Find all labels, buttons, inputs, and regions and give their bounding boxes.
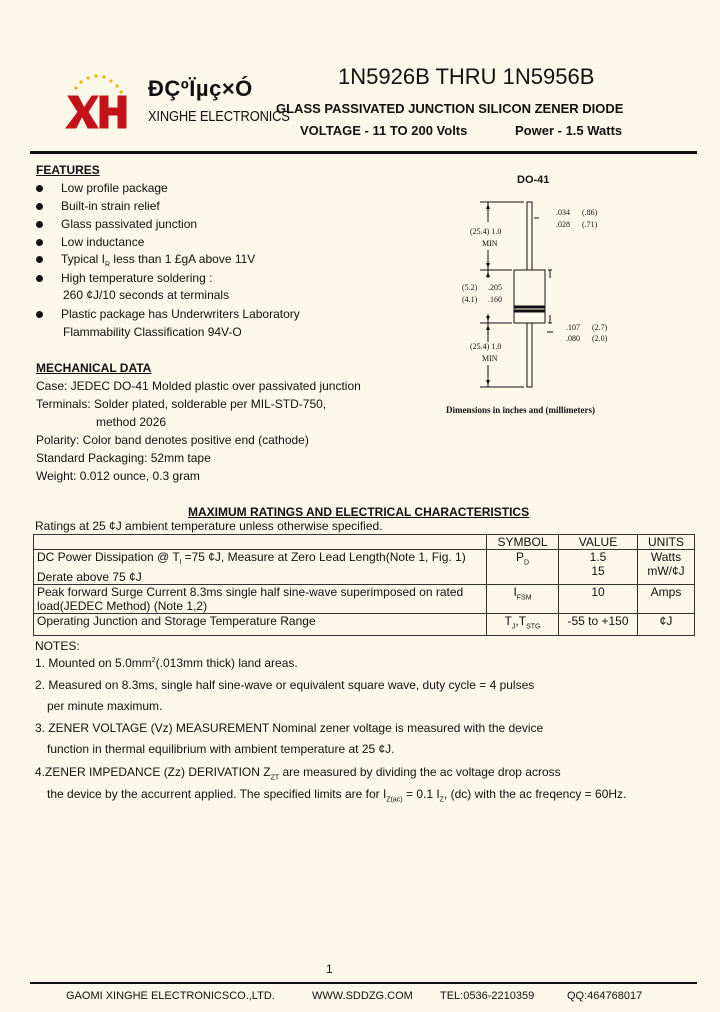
document-title: 1N5926B THRU 1N5956B [338,64,595,89]
package-label: DO-41 [517,174,550,186]
lead-length-min-2: MIN [482,354,498,363]
document-subtitle: GLASS PASSIVATED JUNCTION SILICON ZENER DIODE [276,101,624,116]
note-4: 4.ZENER IMPEDANCE (Zz) DERIVATION $Z_{ZT}$ are measured by dividing the ac voltage drop across [35,765,561,782]
lead-dia-mm2: (.71) [582,220,598,229]
mechanical-heading: MECHANICAL DATA [36,361,152,375]
ratings-heading: MAXIMUM RATINGS AND ELECTRICAL CHARACTERISTICS [188,505,530,519]
lead-dia-in: .034 [556,208,570,217]
body-length-mm2: (4.1) [462,295,478,304]
body-dia-in: .107 [566,323,580,332]
mechanical-line: Terminals: Solder plated, solderable per MIL-STD-750, [36,397,327,411]
body-dia-mm: (2.7) [592,323,608,332]
lead-dia-in2: .028 [556,220,570,229]
note-4-cont: the device by the accurrent applied. The specified limits are for $I_{Z(ac)} = 0.1$ $I_Z$, (dc) with the ac freqency = 60Hz. [47,787,627,804]
footer-company: GAOMI XINGHE ELECTRONICSCO.,LTD. [66,990,275,1002]
feature-continuation: Flammability Classification 94V-O [63,325,242,339]
power-rating: Power - 1.5 Watts [515,123,623,138]
note-3-cont: function in thermal equilibrium with ambient temperature at 25 ¢J. [47,742,395,756]
mechanical-line: Weight: 0.012 ounce, 0.3 gram [36,469,200,483]
body-length-in: .205 [488,283,502,292]
notes-heading: NOTES: [35,639,80,653]
lead-dia-mm: (.86) [582,208,598,217]
logo-stars-icon [74,74,122,93]
table-row: DC Power Dissipation @ $T_l =75$ ¢J, Measure at Zero Lead Length(Note 1, Fig. 1) Derate above 75 ¢J $P_D$ 1.5 15 Watts mW/¢J [34,550,695,585]
footer-qq: QQ:464768017 [567,990,643,1002]
brand-name-en: XINGHE ELECTRONICS [148,108,290,125]
note-2-cont: per minute maximum. [47,699,163,713]
body-dia-in2: .080 [566,334,580,343]
mechanical-line: Case: JEDEC DO-41 Molded plastic over passivated junction [36,379,361,393]
body-length-in2: .160 [488,295,502,304]
company-logo [62,72,134,132]
table-row: Operating Junction and Storage Temperature Range $T_J,T_{STG}$ -55 to +150 ¢J [34,614,695,635]
do41-package-diagram [440,168,640,423]
mechanical-line: Standard Packaging: 52mm tape [36,451,211,465]
mechanical-line: Polarity: Color band denotes positive end (cathode) [36,433,309,447]
page-number: 1 [326,962,333,976]
lead-length-min: MIN [482,239,498,248]
ratings-table [33,534,695,636]
footer-website[interactable]: WWW.SDDZG.COM [312,990,413,1002]
body-length-mm: (5.2) [462,283,478,292]
logo-letters-icon [66,96,126,128]
col-value: VALUE [559,535,638,550]
features-heading: FEATURES [36,163,100,177]
feature-continuation: 260 ¢J/10 seconds at terminals [63,288,230,302]
col-units: UNITS [638,535,695,550]
footer-divider [30,982,697,984]
ratings-condition: Ratings at 25 ¢J ambient temperature unless otherwise specified. [35,519,383,533]
note-2: 2. Measured on 8.3ms, single half sine-wave or equivalent square wave, duty cycle = 4 pulses [35,678,535,692]
header-divider [30,151,697,154]
table-row [34,535,695,550]
mechanical-line: method 2026 [96,415,167,429]
lead-length-dim: (25.4) 1.0 [470,227,502,236]
lead-length-dim-2: (25.4) 1.0 [470,342,502,351]
col-symbol: SYMBOL [487,535,559,550]
brand-name-cn: ÐÇºÏµç×Ó [148,76,253,101]
table-row: Peak forward Surge Current 8.3ms single half sine-wave superimposed on rated load(JEDEC Method) (Note 1,2) $I_{FSM}$ 10 Amps [34,585,695,614]
note-3: 3. ZENER VOLTAGE (Vz) MEASUREMENT Nominal zener voltage is measured with the device [35,721,544,735]
note-1: 1. Mounted on $5.0mm^2(.013mm$ thick) land areas. [35,656,298,670]
diagram-caption: Dimensions in inches and (millimeters) [446,405,596,415]
footer-telephone: TEL:0536-2210359 [440,990,535,1002]
voltage-range: VOLTAGE - 11 TO 200 Volts [300,123,468,138]
body-dia-mm2: (2.0) [592,334,608,343]
